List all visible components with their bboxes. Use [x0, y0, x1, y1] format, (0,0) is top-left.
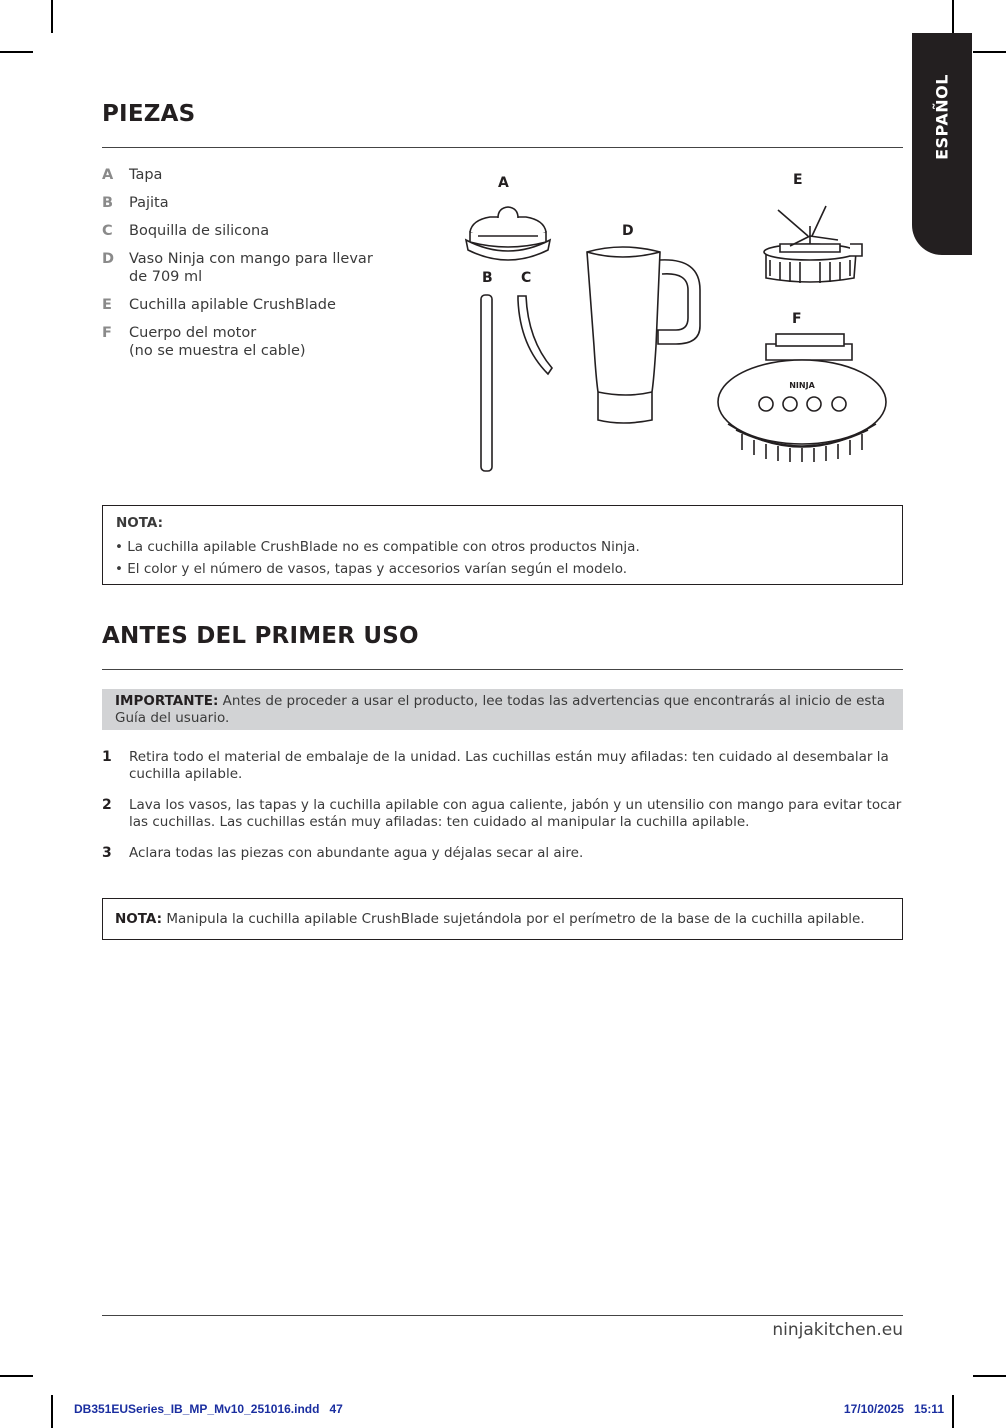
- figure-label-c: C: [521, 270, 532, 286]
- list-item: [102, 166, 402, 184]
- print-slug-file: DB351EUSeries_IB_MP_Mv10_251016.indd 47: [74, 1402, 343, 1416]
- divider: [102, 669, 903, 670]
- note-text: Manipula la cuchilla apilable CrushBlade sujetándola por el perímetro de la base de la cuchilla apilable.: [166, 911, 865, 927]
- footer-url: ninjakitchen.eu: [772, 1320, 903, 1340]
- footer-divider: [102, 1315, 903, 1316]
- lid-drawing: [466, 207, 550, 260]
- step-number: 2: [102, 797, 112, 813]
- parts-title: PIEZAS: [102, 101, 196, 127]
- part-letter: B: [102, 195, 114, 211]
- figure-label-b: B: [482, 270, 493, 286]
- blade-drawing: [764, 206, 862, 283]
- parts-list: [102, 166, 402, 370]
- note-label: NOTA:: [115, 911, 163, 927]
- spout-drawing: [518, 296, 552, 374]
- note-box: [102, 898, 903, 940]
- step-number: 3: [102, 845, 112, 861]
- language-tab: [912, 33, 972, 255]
- first-use-title: ANTES DEL PRIMER USO: [102, 623, 419, 649]
- list-item: [102, 194, 402, 212]
- crop-mark: [0, 1375, 33, 1377]
- part-text: Tapa: [129, 167, 163, 183]
- motor-base-drawing: [718, 334, 886, 462]
- parts-illustration: [440, 160, 900, 480]
- crop-mark: [952, 1395, 954, 1428]
- crop-mark: [973, 1375, 1006, 1377]
- crop-mark: [51, 1395, 53, 1428]
- important-text: Antes de proceder a usar el producto, lee todas las advertencias que encontrarás al inicio de esta Guía del usuario.: [115, 693, 886, 726]
- part-letter: A: [102, 167, 114, 183]
- part-text: Vaso Ninja con mango para llevar de 709 ml: [129, 251, 373, 285]
- list-item: [102, 222, 402, 240]
- step-text: Lava los vasos, las tapas y la cuchilla apilable con agua caliente, jabón y un utensilio con mango para evitar tocar las cuchillas. Las cuchillas están muy afiladas: ten cuidado al manipular la cuchilla apilable.: [129, 797, 902, 830]
- part-letter: D: [102, 251, 115, 267]
- step-number: 1: [102, 749, 112, 765]
- part-text: Cuerpo del motor: [129, 325, 257, 341]
- print-slug-date: 17/10/2025 15:11: [843, 1402, 944, 1416]
- important-label: IMPORTANTE:: [115, 693, 219, 709]
- steps-list: [102, 749, 903, 876]
- figure-label-a: A: [498, 175, 509, 191]
- crop-mark: [51, 0, 53, 33]
- list-item: [102, 250, 402, 286]
- note-bullet: • El color y el número de vasos, tapas y accesorios varían según el modelo.: [115, 561, 628, 577]
- list-item: [102, 797, 903, 831]
- figure-label-d: D: [622, 223, 634, 239]
- crop-mark: [973, 51, 1006, 53]
- part-letter: C: [102, 223, 113, 239]
- figure-label-f: F: [792, 311, 802, 327]
- note-heading: NOTA:: [116, 515, 164, 531]
- straw-drawing: [481, 295, 492, 471]
- crop-mark: [0, 51, 33, 53]
- note-bullet: • La cuchilla apilable CrushBlade no es compatible con otros productos Ninja.: [115, 539, 640, 555]
- list-item: [102, 296, 402, 314]
- part-text: Cuchilla apilable CrushBlade: [129, 297, 336, 313]
- part-text: Pajita: [129, 195, 169, 211]
- part-text: Boquilla de silicona: [129, 223, 270, 239]
- list-item: [102, 749, 903, 783]
- figure-label-e: E: [793, 172, 803, 188]
- language-label: ESPAÑOL: [932, 74, 952, 160]
- cup-drawing: [587, 247, 700, 423]
- crop-mark: [952, 0, 954, 33]
- list-item: [102, 324, 402, 360]
- part-subtext: (no se muestra el cable): [129, 343, 306, 359]
- note-line: [115, 911, 865, 927]
- step-text: Aclara todas las piezas con abundante agua y déjalas secar al aire.: [129, 845, 584, 861]
- divider: [102, 147, 903, 148]
- important-banner: [102, 689, 903, 730]
- step-text: Retira todo el material de embalaje de la unidad. Las cuchillas están muy afiladas: ten cuidado al desembalar la cuchilla apilable.: [129, 749, 889, 782]
- part-letter: E: [102, 297, 112, 313]
- brand-mark: NINJA: [789, 381, 815, 390]
- part-letter: F: [102, 325, 112, 341]
- note-box: [102, 505, 903, 585]
- list-item: [102, 845, 903, 862]
